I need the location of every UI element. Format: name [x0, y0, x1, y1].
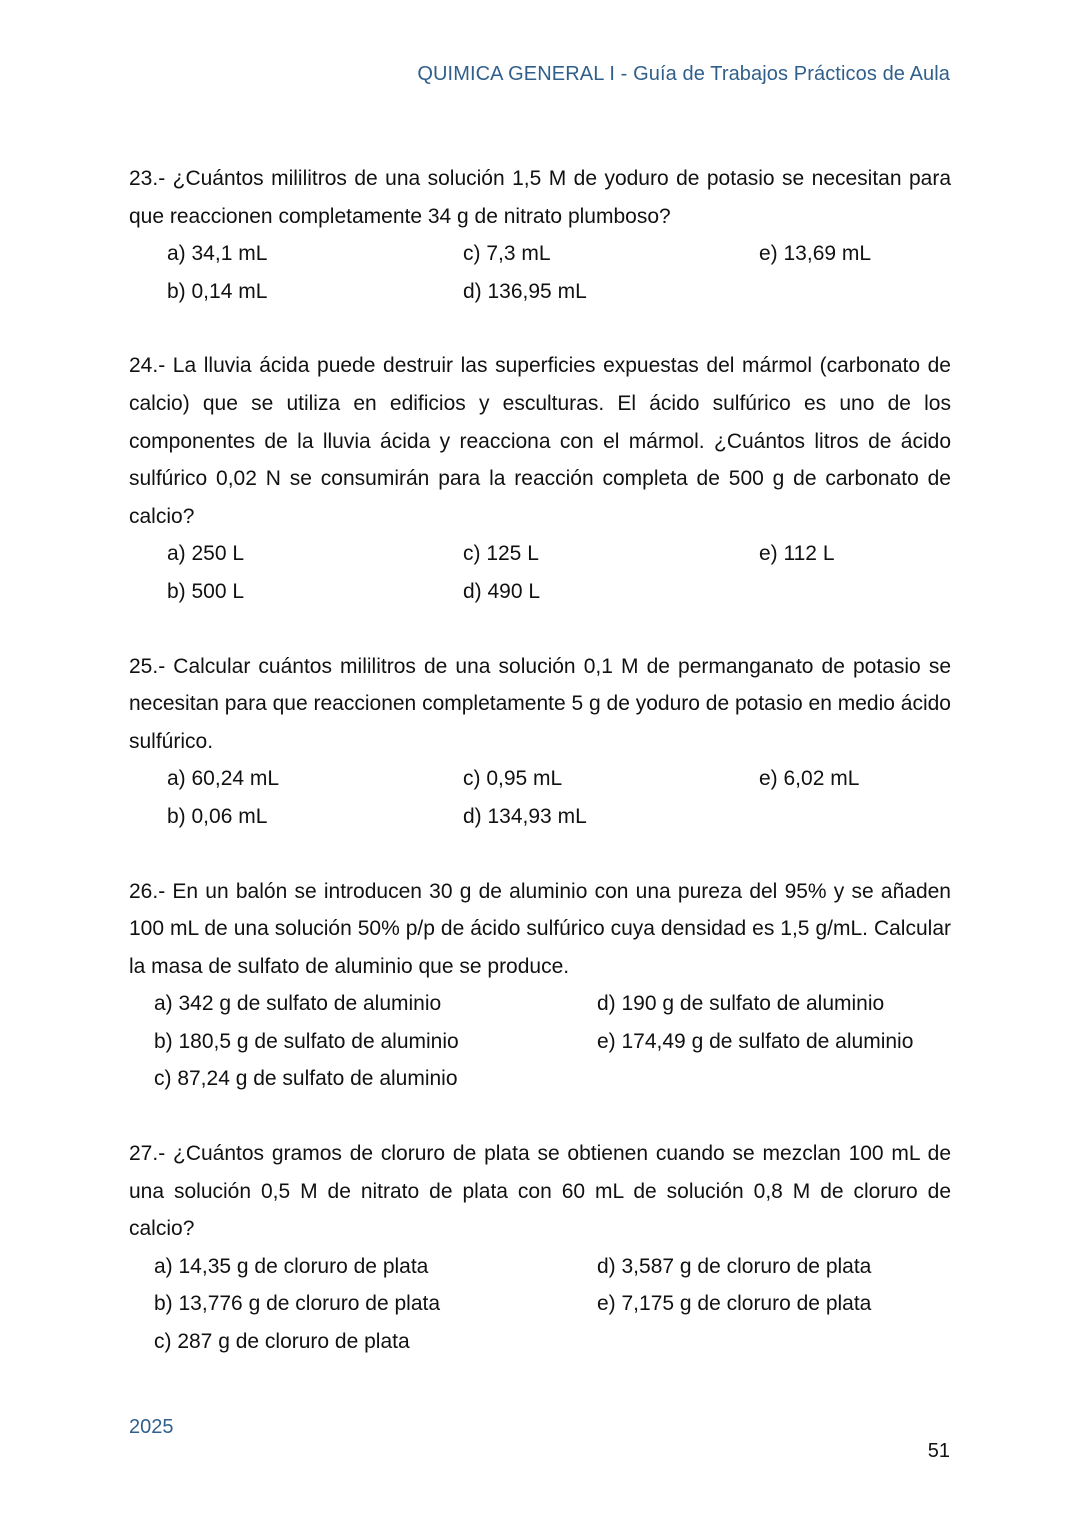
- options-list: [129, 235, 951, 310]
- option-c: c) 287 g de cloruro de plata: [154, 1330, 410, 1354]
- option-c: c) 87,24 g de sulfato de aluminio: [154, 1067, 458, 1091]
- option-d: d) 190 g de sulfato de aluminio: [597, 992, 885, 1016]
- option-c: c) 7,3 mL: [463, 242, 551, 266]
- option-c: c) 125 L: [463, 542, 539, 566]
- question-text: 25.- Calcular cuántos mililitros de una solución 0,1 M de permanganato de potasio se necesitan para que reaccionen completamente 5 g de yoduro de potasio en medio ácido sulfúrico.: [129, 654, 951, 753]
- footer-year: 2025: [129, 1416, 174, 1438]
- question-25: [129, 648, 951, 836]
- options-list: [129, 760, 951, 835]
- option-e: e) 6,02 mL: [759, 767, 860, 791]
- question-26: [129, 873, 951, 1099]
- option-a: a) 34,1 mL: [167, 242, 268, 266]
- option-b: b) 0,14 mL: [167, 279, 268, 303]
- option-b: b) 180,5 g de sulfato de aluminio: [154, 1029, 459, 1053]
- question-24: [129, 347, 951, 610]
- question-text: 27.- ¿Cuántos gramos de cloruro de plata se obtienen cuando se mezclan 100 mL de una solución 0,5 M de nitrato de plata con 60 mL de solución 0,8 M de cloruro de calcio?: [129, 1142, 951, 1241]
- options-list: [129, 535, 951, 610]
- option-d: d) 3,587 g de cloruro de plata: [597, 1254, 872, 1278]
- option-e: e) 112 L: [759, 542, 835, 566]
- option-a: a) 342 g de sulfato de aluminio: [154, 992, 442, 1016]
- page-content: [129, 160, 951, 1398]
- option-a: a) 250 L: [167, 542, 245, 566]
- option-c: c) 0,95 mL: [463, 767, 563, 791]
- options-list: [129, 1248, 951, 1361]
- option-b: b) 0,06 mL: [167, 804, 268, 828]
- option-b: b) 13,776 g de cloruro de plata: [154, 1292, 441, 1316]
- option-e: e) 174,49 g de sulfato de aluminio: [597, 1029, 914, 1053]
- option-d: d) 136,95 mL: [463, 279, 587, 303]
- options-list: [129, 985, 951, 1098]
- option-a: a) 60,24 mL: [167, 767, 280, 791]
- option-e: e) 7,175 g de cloruro de plata: [597, 1292, 872, 1316]
- question-text: 24.- La lluvia ácida puede destruir las superficies expuestas del mármol (carbonato de calcio) que se utiliza en edificios y esculturas. El ácido sulfúrico es uno de los componentes de la lluvia ácida y reacciona con el mármol. ¿Cuántos litros de ácido sulfúrico 0,02 N se consumirán para la reacción completa de 500 g de carbonato de calcio?: [129, 354, 951, 528]
- question-27: [129, 1135, 951, 1361]
- option-e: e) 13,69 mL: [759, 242, 872, 266]
- question-23: [129, 160, 951, 310]
- option-a: a) 14,35 g de cloruro de plata: [154, 1254, 429, 1278]
- option-d: d) 134,93 mL: [463, 804, 587, 828]
- question-text: 26.- En un balón se introducen 30 g de aluminio con una pureza del 95% y se añaden 100 mL de una solución 50% p/p de ácido sulfúrico cuya densidad es 1,5 g/mL. Calcular la masa de sulfato de aluminio que se produce.: [129, 879, 951, 978]
- running-header: QUIMICA GENERAL I - Guía de Trabajos Prácticos de Aula: [417, 63, 950, 85]
- question-text: 23.- ¿Cuántos mililitros de una solución 1,5 M de yoduro de potasio se necesitan para que reaccionen completamente 34 g de nitrato plumboso?: [129, 167, 951, 228]
- option-d: d) 490 L: [463, 579, 541, 603]
- page-number: 51: [927, 1440, 950, 1462]
- option-b: b) 500 L: [167, 579, 245, 603]
